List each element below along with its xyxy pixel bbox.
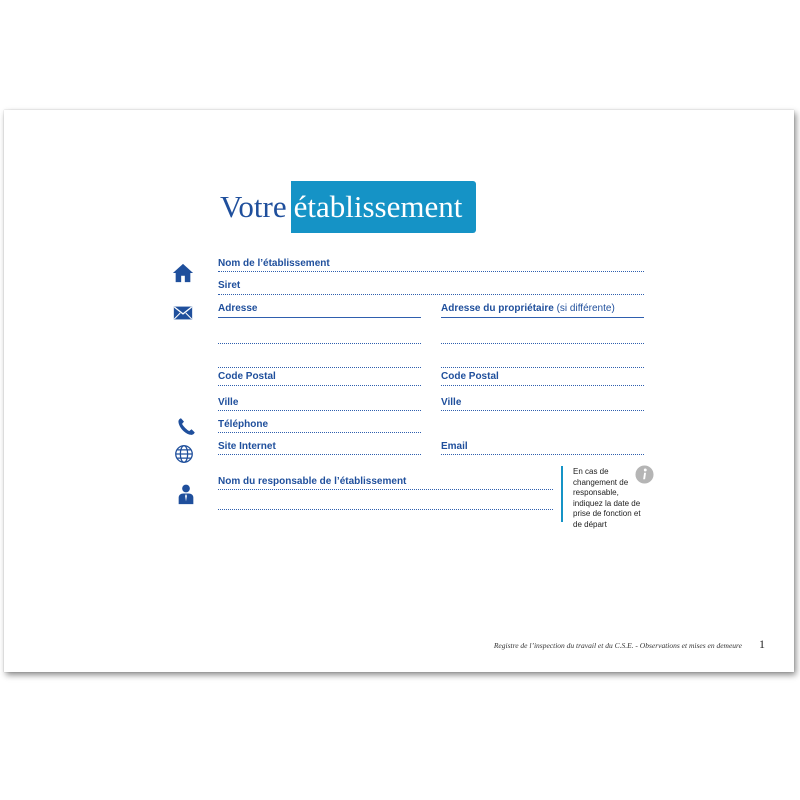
label-adresse-proprietaire-main: Adresse du propriétaire bbox=[441, 303, 554, 314]
field-ville-left[interactable] bbox=[218, 410, 421, 411]
field-adresse-proprietaire-line-3[interactable] bbox=[441, 367, 644, 368]
field-ville-right[interactable] bbox=[441, 410, 644, 411]
field-nom-etablissement[interactable] bbox=[218, 271, 644, 272]
page-number: 1 bbox=[759, 637, 765, 651]
phone-icon bbox=[175, 416, 197, 438]
label-nom-responsable: Nom du responsable de l’établissement bbox=[218, 476, 407, 487]
field-siret[interactable] bbox=[218, 294, 644, 295]
field-adresse-line-2[interactable] bbox=[218, 343, 421, 344]
note-line: responsable, bbox=[573, 488, 619, 497]
envelope-icon bbox=[172, 302, 194, 324]
label-code-postal-right: Code Postal bbox=[441, 371, 499, 382]
note-line: changement de bbox=[573, 477, 629, 487]
page-title bbox=[217, 181, 476, 233]
register-page bbox=[4, 110, 794, 672]
field-adresse-proprietaire-line-2[interactable] bbox=[441, 343, 644, 344]
footer-text: Registre de l’inspection du travail et du C.S.E. - Observations et mises en demeure bbox=[493, 641, 742, 650]
field-nom-responsable-line-1[interactable] bbox=[218, 489, 553, 490]
info-icon bbox=[635, 465, 654, 484]
field-email[interactable] bbox=[441, 454, 644, 455]
field-code-postal-left[interactable] bbox=[218, 385, 421, 386]
globe-icon bbox=[173, 443, 195, 465]
field-telephone[interactable] bbox=[218, 432, 421, 433]
label-adresse-proprietaire bbox=[441, 303, 615, 315]
note-line: de départ bbox=[573, 519, 607, 529]
field-adresse-line-3[interactable] bbox=[218, 367, 421, 368]
label-ville-left: Ville bbox=[218, 397, 239, 408]
title-word-votre: Votre bbox=[220, 189, 287, 224]
field-site-internet[interactable] bbox=[218, 454, 421, 455]
field-nom-responsable-line-2[interactable] bbox=[218, 509, 553, 510]
home-icon bbox=[172, 262, 194, 284]
label-site-internet: Site Internet bbox=[218, 441, 276, 452]
note-line: indiquez la date de bbox=[573, 498, 641, 508]
label-adresse-proprietaire-note: (si différente) bbox=[556, 303, 615, 314]
label-ville-right: Ville bbox=[441, 397, 462, 408]
title-word-etablissement: établissement bbox=[291, 181, 477, 233]
label-code-postal-left: Code Postal bbox=[218, 371, 276, 382]
field-adresse-line-1[interactable] bbox=[218, 317, 421, 318]
label-telephone: Téléphone bbox=[218, 419, 269, 430]
label-adresse: Adresse bbox=[218, 303, 258, 314]
person-icon bbox=[175, 483, 197, 505]
note-line: prise de fonction et bbox=[573, 509, 641, 518]
label-email: Email bbox=[441, 441, 468, 452]
label-nom-etablissement: Nom de l’établissement bbox=[218, 258, 330, 269]
field-code-postal-right[interactable] bbox=[441, 385, 644, 386]
field-adresse-proprietaire-line-1[interactable] bbox=[441, 317, 644, 318]
note-accent-bar bbox=[561, 466, 563, 522]
note-line: En cas de bbox=[573, 467, 609, 476]
label-siret: Siret bbox=[218, 280, 241, 291]
